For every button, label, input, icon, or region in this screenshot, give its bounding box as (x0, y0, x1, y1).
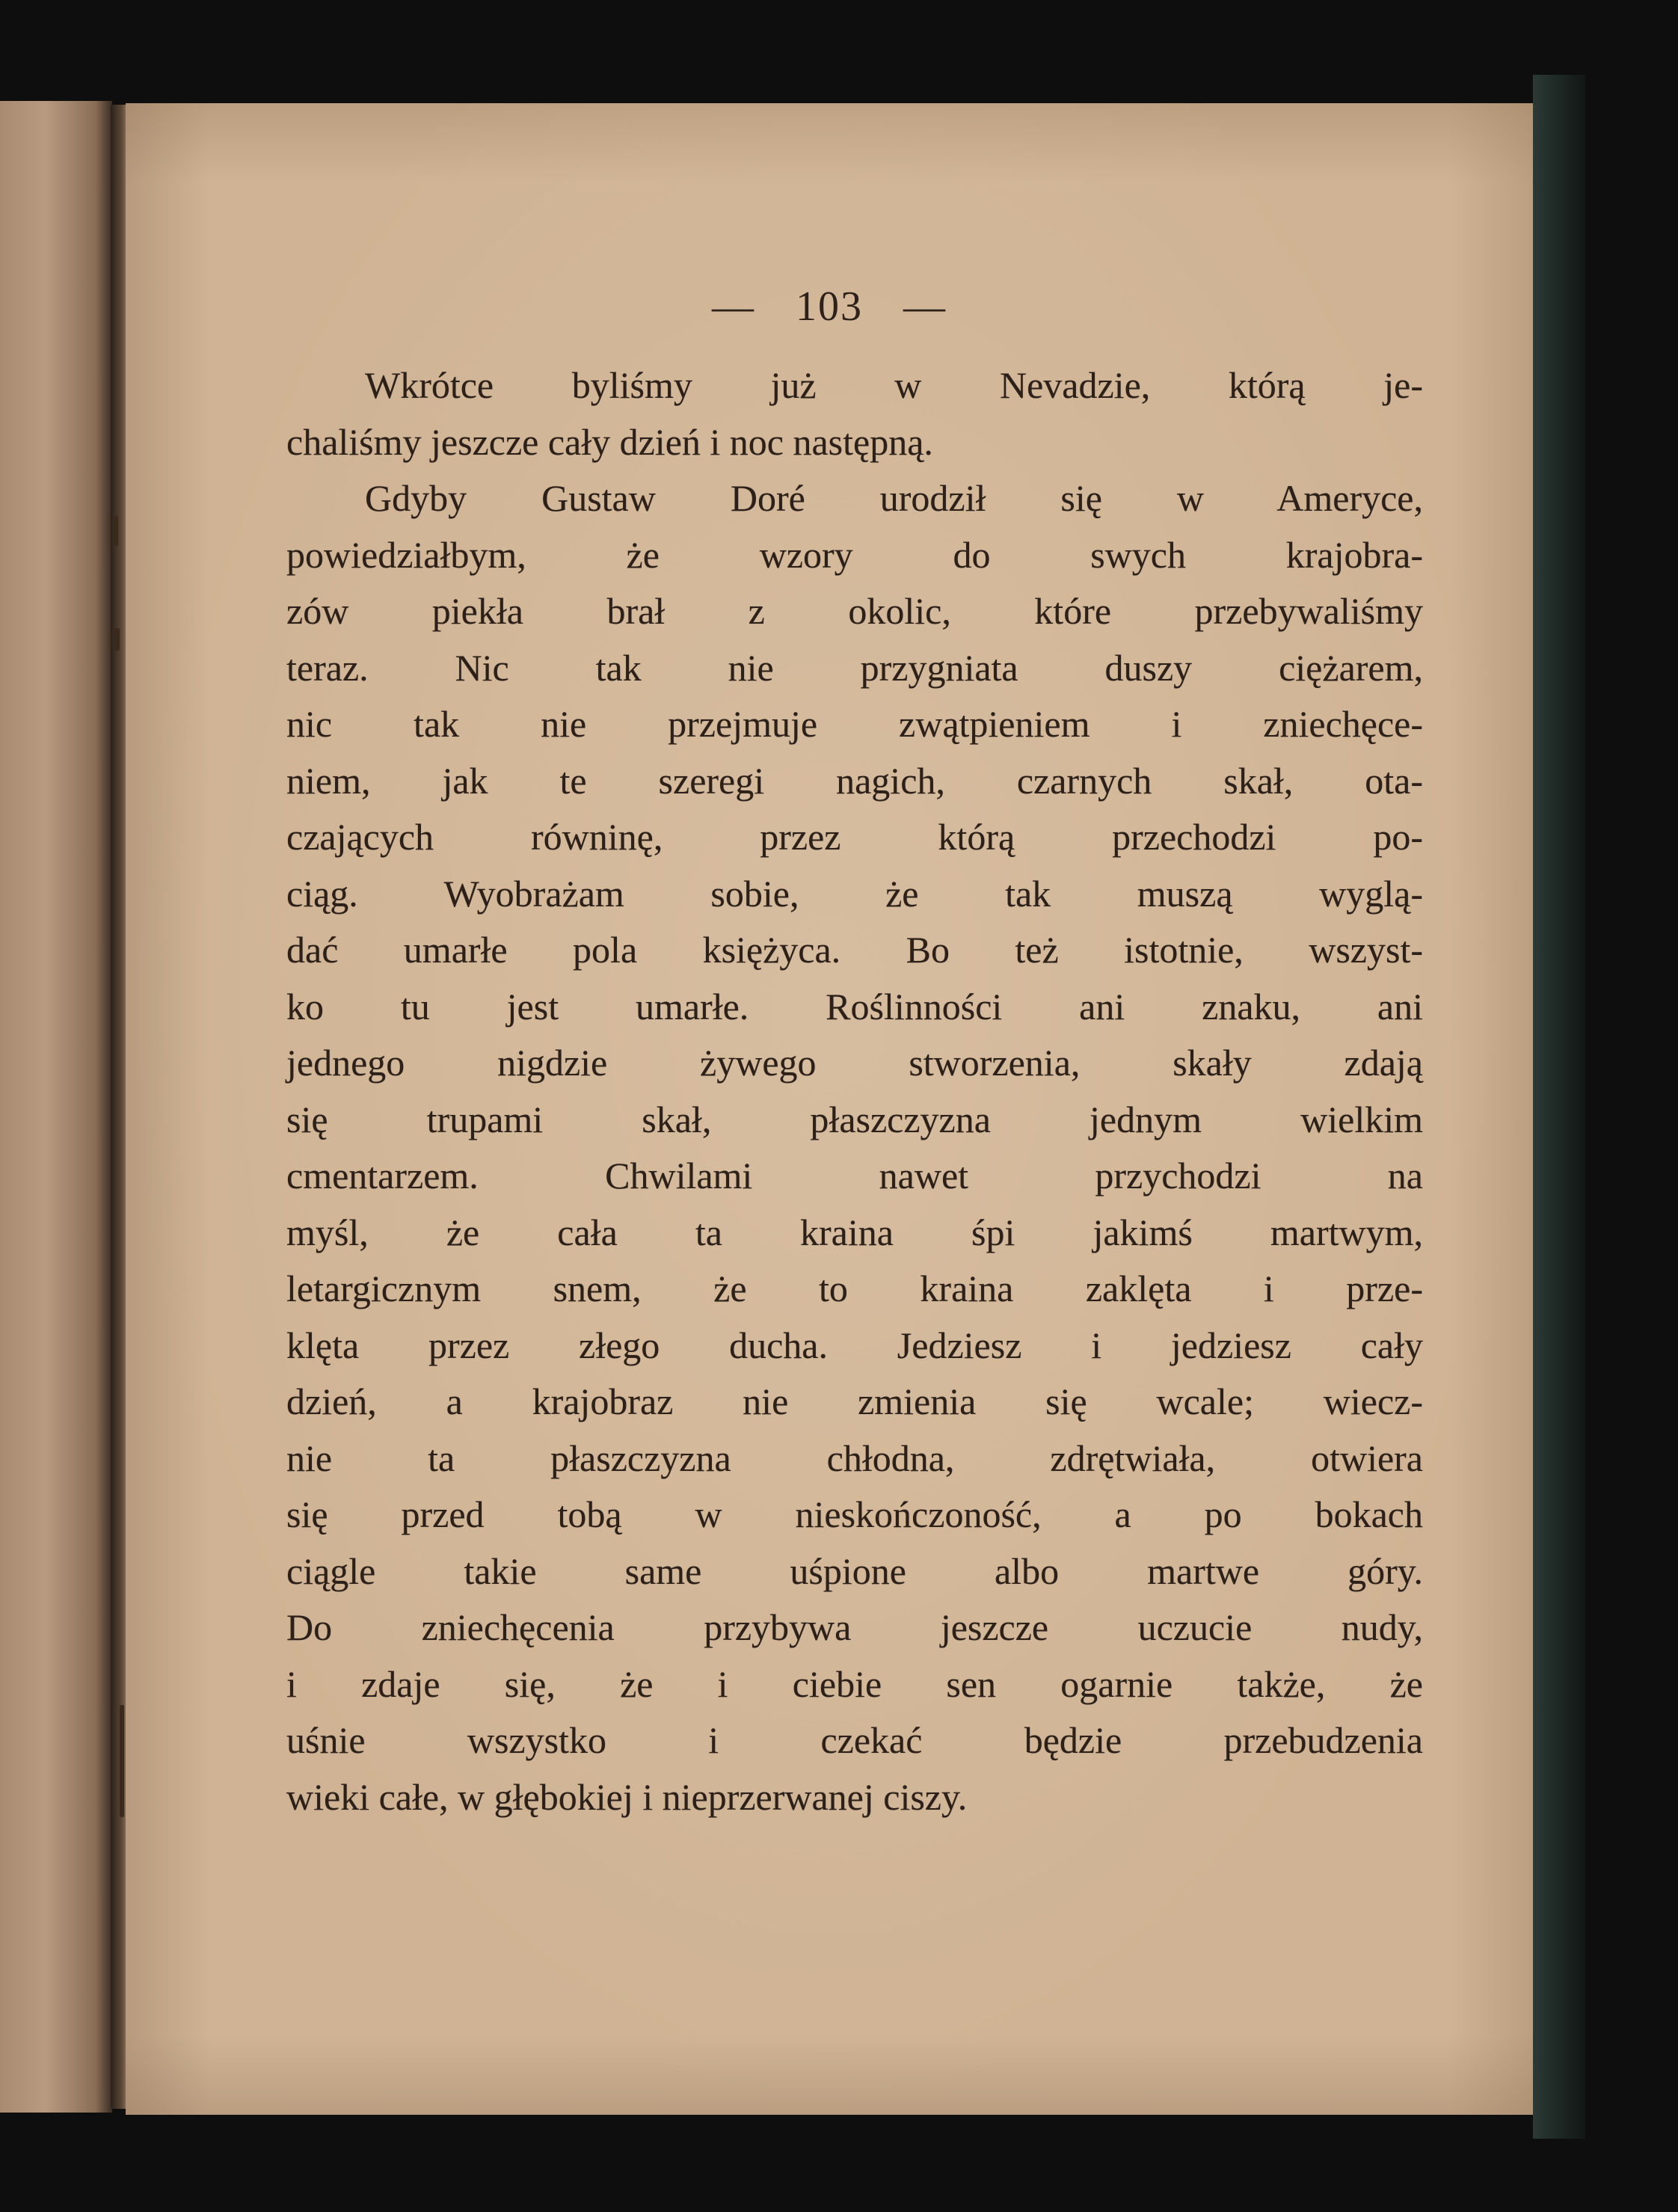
text-line: niem, jak te szeregi nagich, czarnych skał, ota- (286, 759, 1423, 802)
text-line: powiedziałbym, że wzory do swych krajobra- (286, 533, 1423, 576)
text-line: Do zniechęcenia przybywa jeszcze uczucie nudy, (286, 1606, 1423, 1648)
text-line: ciąg. Wyobrażam sobie, że tak muszą wyglą- (286, 872, 1423, 915)
text-line: dać umarłe pola księżyca. Bo też istotnie, wszyst- (286, 929, 1423, 971)
binding-mark (112, 516, 118, 546)
header-dash-left: — (712, 283, 755, 330)
binding-mark (120, 1705, 124, 1817)
body-text (286, 357, 1423, 1825)
book-page (126, 103, 1533, 2115)
text-line: jednego nigdzie żywego stworzenia, skały zdają (286, 1042, 1423, 1084)
left-page-edge (0, 101, 112, 2113)
text-line: letargicznym snem, że to kraina zaklęta i prze- (286, 1268, 1423, 1309)
text-line: klęta przez złego ducha. Jedziesz i jedziesz cały (286, 1324, 1423, 1366)
text-line: dzień, a krajobraz nie zmienia się wcale; wiecz- (286, 1380, 1423, 1422)
text-line: czających równinę, przez którą przechodzi po- (286, 816, 1423, 858)
text-line: się przed tobą w nieskończoność, a po bokach (286, 1493, 1423, 1535)
text-line: uśnie wszystko i czekać będzie przebudzenia (286, 1719, 1423, 1761)
text-line: ciągle takie same uśpione albo martwe góry. (286, 1549, 1423, 1592)
text-line: wieki całe, w głębokiej i nieprzerwanej ciszy. (286, 1775, 968, 1818)
text-line: Wkrótce byliśmy już w Nevadzie, którą je- (365, 364, 1423, 406)
text-line: nic tak nie przejmuje zwątpieniem i zniechęce- (286, 703, 1423, 745)
book-cover-edge (1533, 75, 1585, 2139)
text-line: zów piekła brał z okolic, które przebywaliśmy (286, 590, 1423, 632)
text-line: ko tu jest umarłe. Roślinności ani znaku, ani (286, 985, 1423, 1027)
header-dash-right: — (903, 283, 947, 330)
text-line: się trupami skał, płaszczyzna jednym wielkim (286, 1098, 1423, 1140)
page-number: 103 (796, 283, 863, 330)
text-line: chaliśmy jeszcze cały dzień i noc następną. (286, 420, 933, 463)
text-line: Gdyby Gustaw Doré urodził się w Ameryce, (365, 477, 1423, 519)
page-number-header (126, 283, 1533, 331)
binding-mark (112, 628, 120, 651)
text-line: teraz. Nic tak nie przygniata duszy ciężarem, (286, 646, 1423, 689)
text-line: myśl, że cała ta kraina śpi jakimś martwym, (286, 1211, 1423, 1253)
text-line: nie ta płaszczyzna chłodna, zdrętwiała, otwiera (286, 1437, 1423, 1479)
text-line: i zdaje się, że i ciebie sen ogarnie także, że (286, 1662, 1423, 1705)
text-line: cmentarzem. Chwilami nawet przychodzi na (286, 1155, 1423, 1196)
